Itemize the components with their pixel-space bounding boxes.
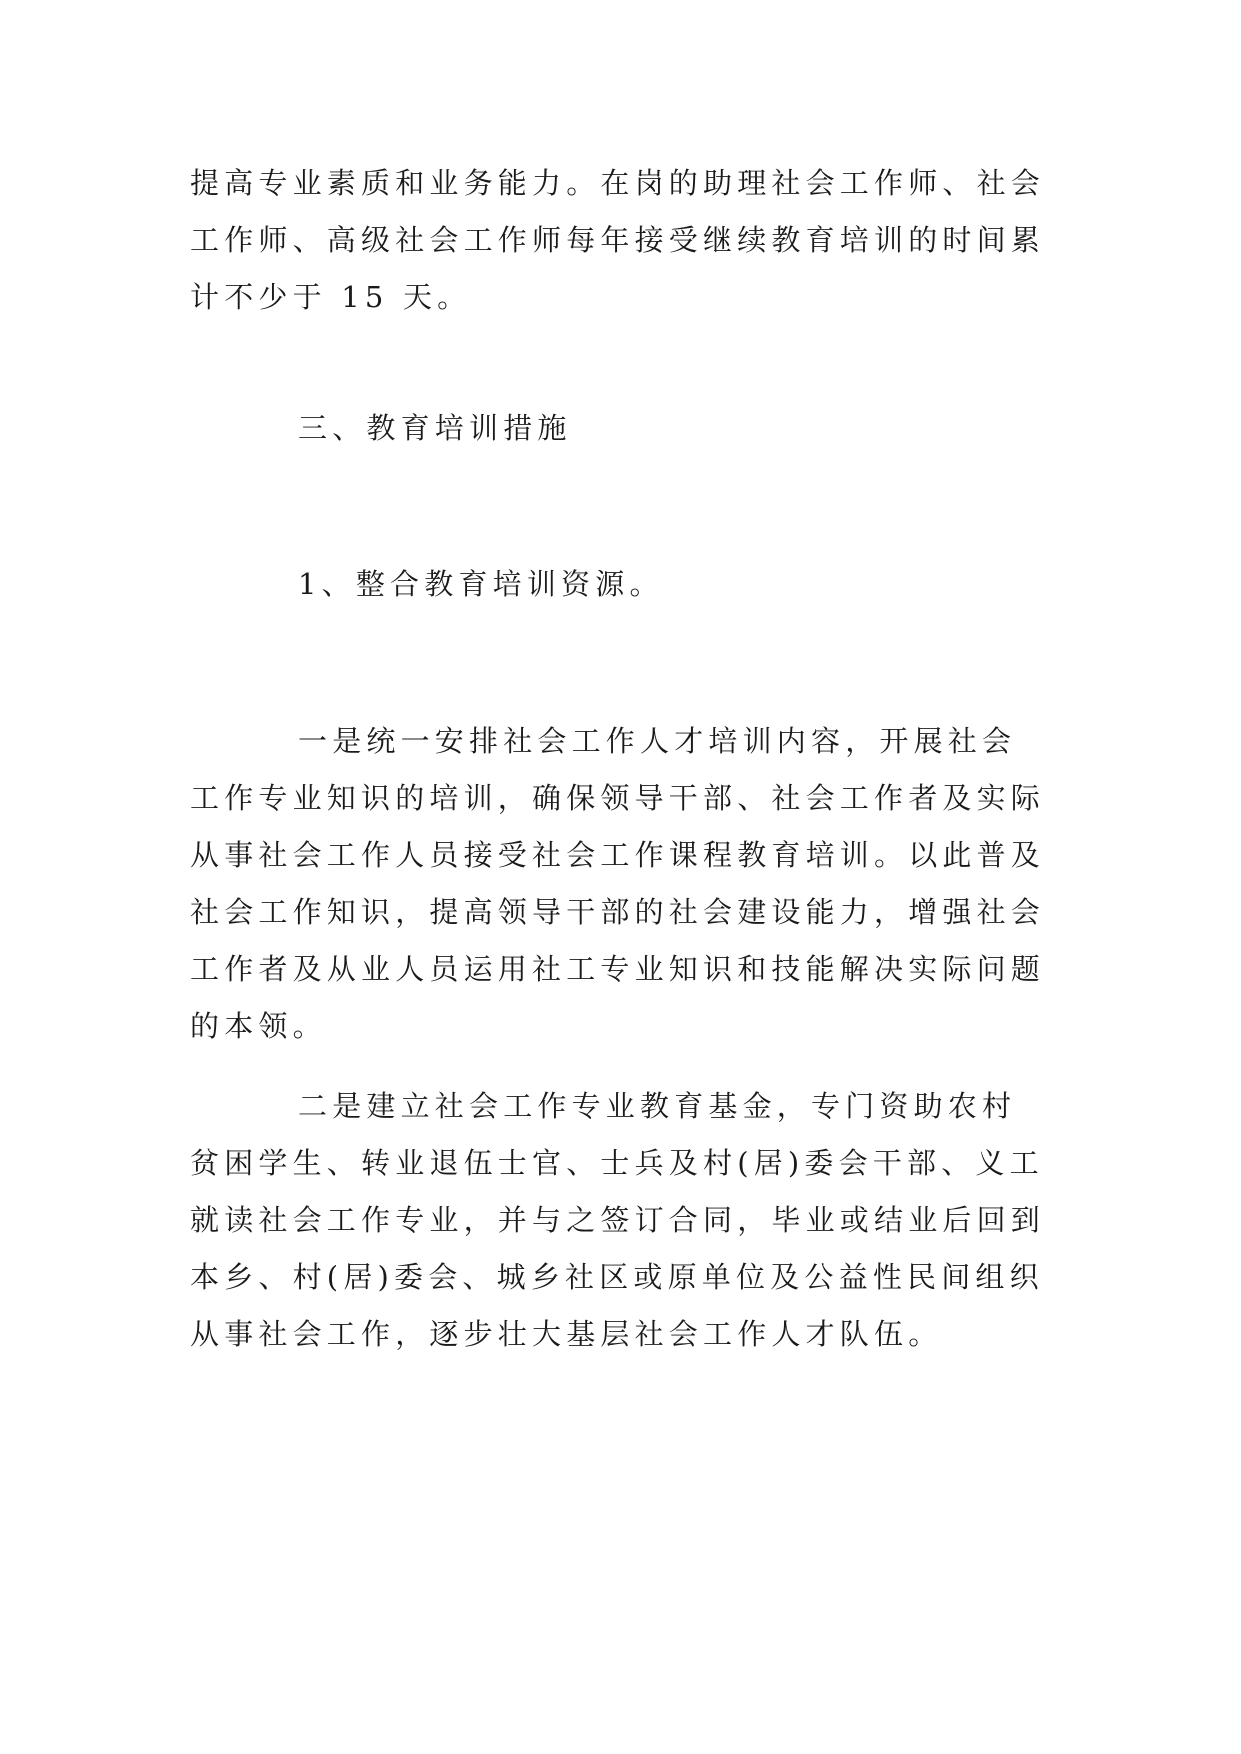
sub-heading: 1、整合教育培训资源。 <box>298 567 664 601</box>
paragraph-two: 二是建立社会工作专业教育基金，专门资助农村贫困学生、转业退伍士官、士兵及村(居)委会干部、义工就读社会工作专业，并与之签订合同，毕业或结业后回到本乡、村(居)委会、城乡社区或原单位及公益性民间组织从事社会工作，逐步壮大基层社会工作人才队伍。 <box>190 1089 1046 1351</box>
paragraph-continuation: 提高专业素质和业务能力。在岗的助理社会工作师、社会工作师、高级社会工作师每年接受继续教育培训的时间累计不少于 15 天。 <box>190 166 1046 314</box>
paragraph-one: 一是统一安排社会工作人才培训内容，开展社会工作专业知识的培训，确保领导干部、社会工作者及实际从事社会工作人员接受社会工作课程教育培训。以此普及社会工作知识，提高领导干部的社会建设能力，增强社会工作者及从业人员运用社工专业知识和技能解决实际问题的本领。 <box>190 724 1046 1043</box>
section-heading: 三、教育培训措施 <box>298 411 572 445</box>
